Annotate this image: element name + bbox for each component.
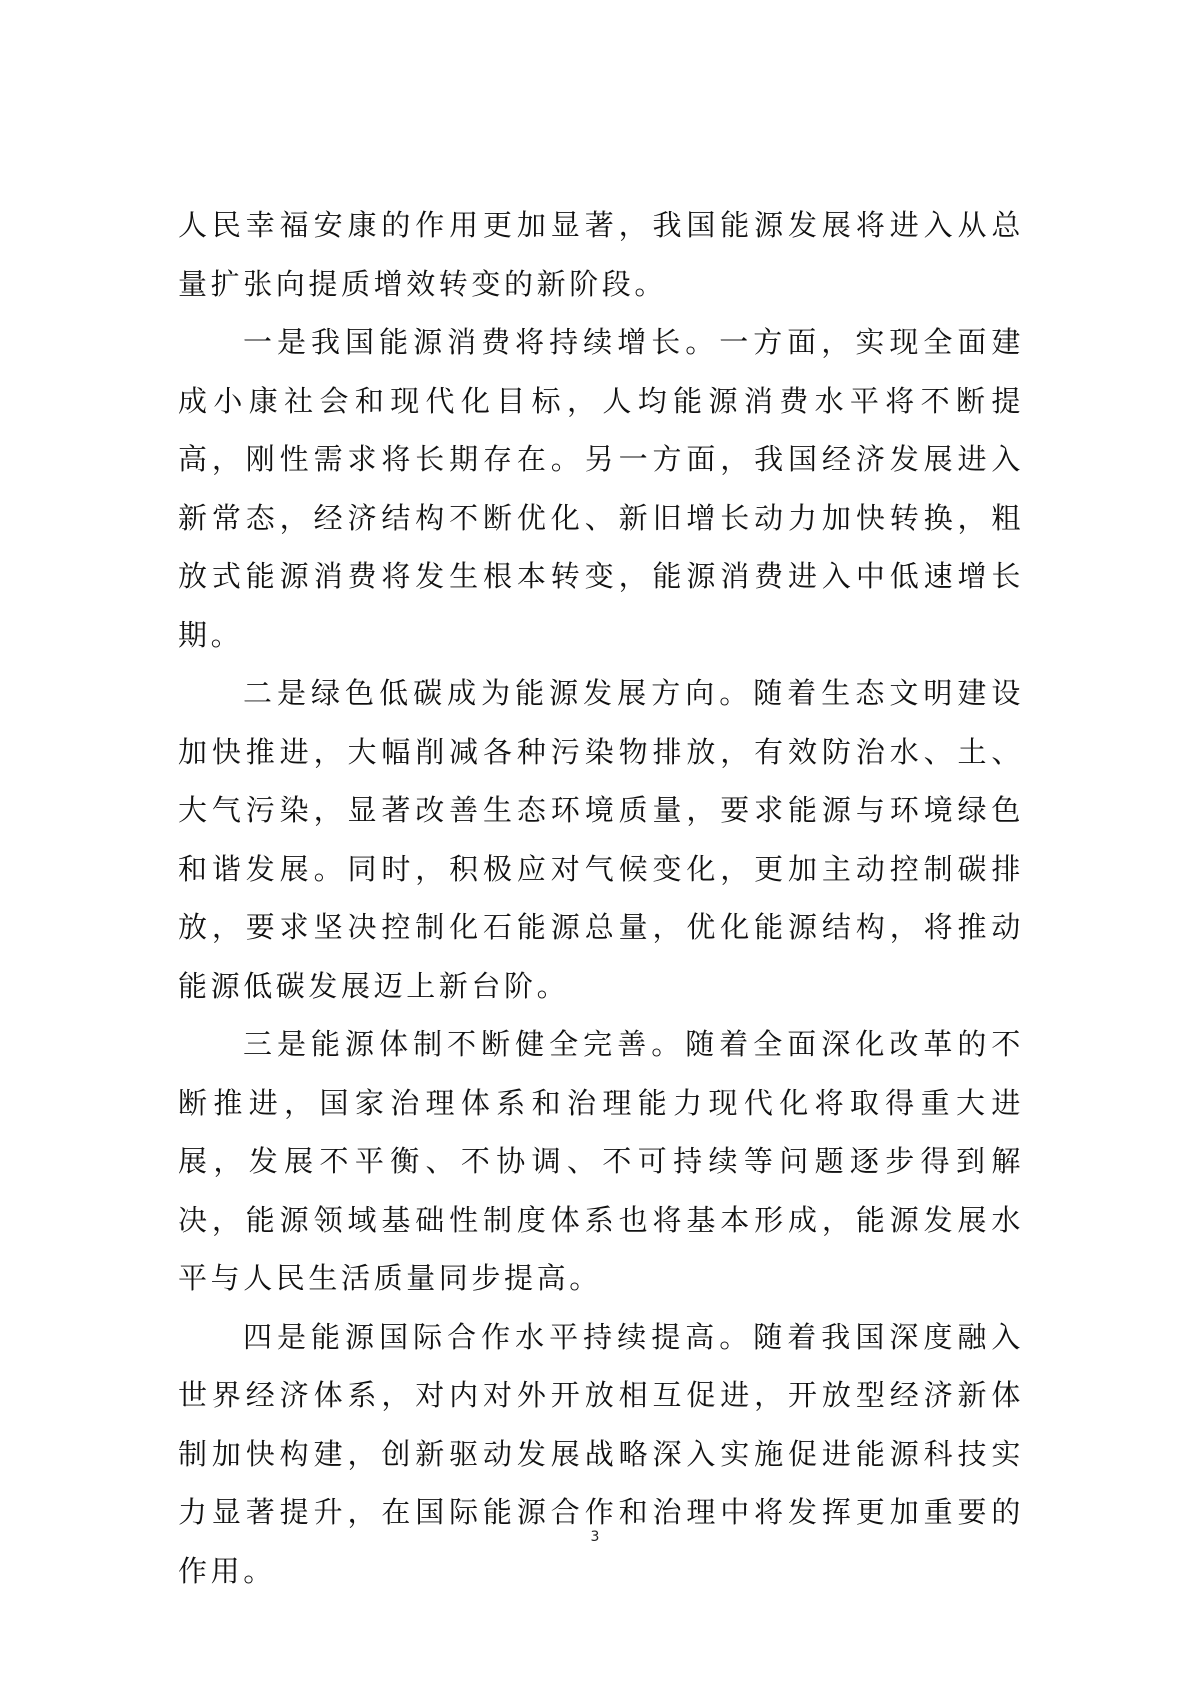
paragraph-international-cooperation: 四是能源国际合作水平持续提高。随着我国深度融入世界经济体系，对内对外开放相互促进，开放型经济新体制加快构建，创新驱动发展战略深入实施促进能源科技实力显著提升，在国际能源合作和治理中将发挥更加重要的作用。 [178, 1319, 1024, 1588]
paragraph-continuation: 人民幸福安康的作用更加显著，我国能源发展将进入从总量扩张向提质增效转变的新阶段。 [178, 208, 1024, 301]
paragraph-energy-consumption: 一是我国能源消费将持续增长。一方面，实现全面建成小康社会和现代化目标，人均能源消费水平将不断提高，刚性需求将长期存在。另一方面，我国经济发展进入新常态，经济结构不断优化、新旧增长动力加快转换，粗放式能源消费将发生根本转变，能源消费进入中低速增长期。 [178, 325, 1024, 652]
paragraph-green-low-carbon: 二是绿色低碳成为能源发展方向。随着生态文明建设加快推进，大幅削减各种污染物排放，有效防治水、土、大气污染，显著改善生态环境质量，要求能源与环境绿色和谐发展。同时，积极应对气候变化，更加主动控制碳排放，要求坚决控制化石能源总量，优化能源结构，将推动能源低碳发展迈上新台阶。 [178, 676, 1024, 1003]
document-body [178, 196, 1024, 1600]
paragraph-energy-system: 三是能源体制不断健全完善。随着全面深化改革的不断推进，国家治理体系和治理能力现代化将取得重大进展，发展不平衡、不协调、不可持续等问题逐步得到解决，能源领域基础性制度体系也将基本形成，能源发展水平与人民生活质量同步提高。 [178, 1027, 1024, 1295]
page-number: 3 [590, 1529, 600, 1545]
